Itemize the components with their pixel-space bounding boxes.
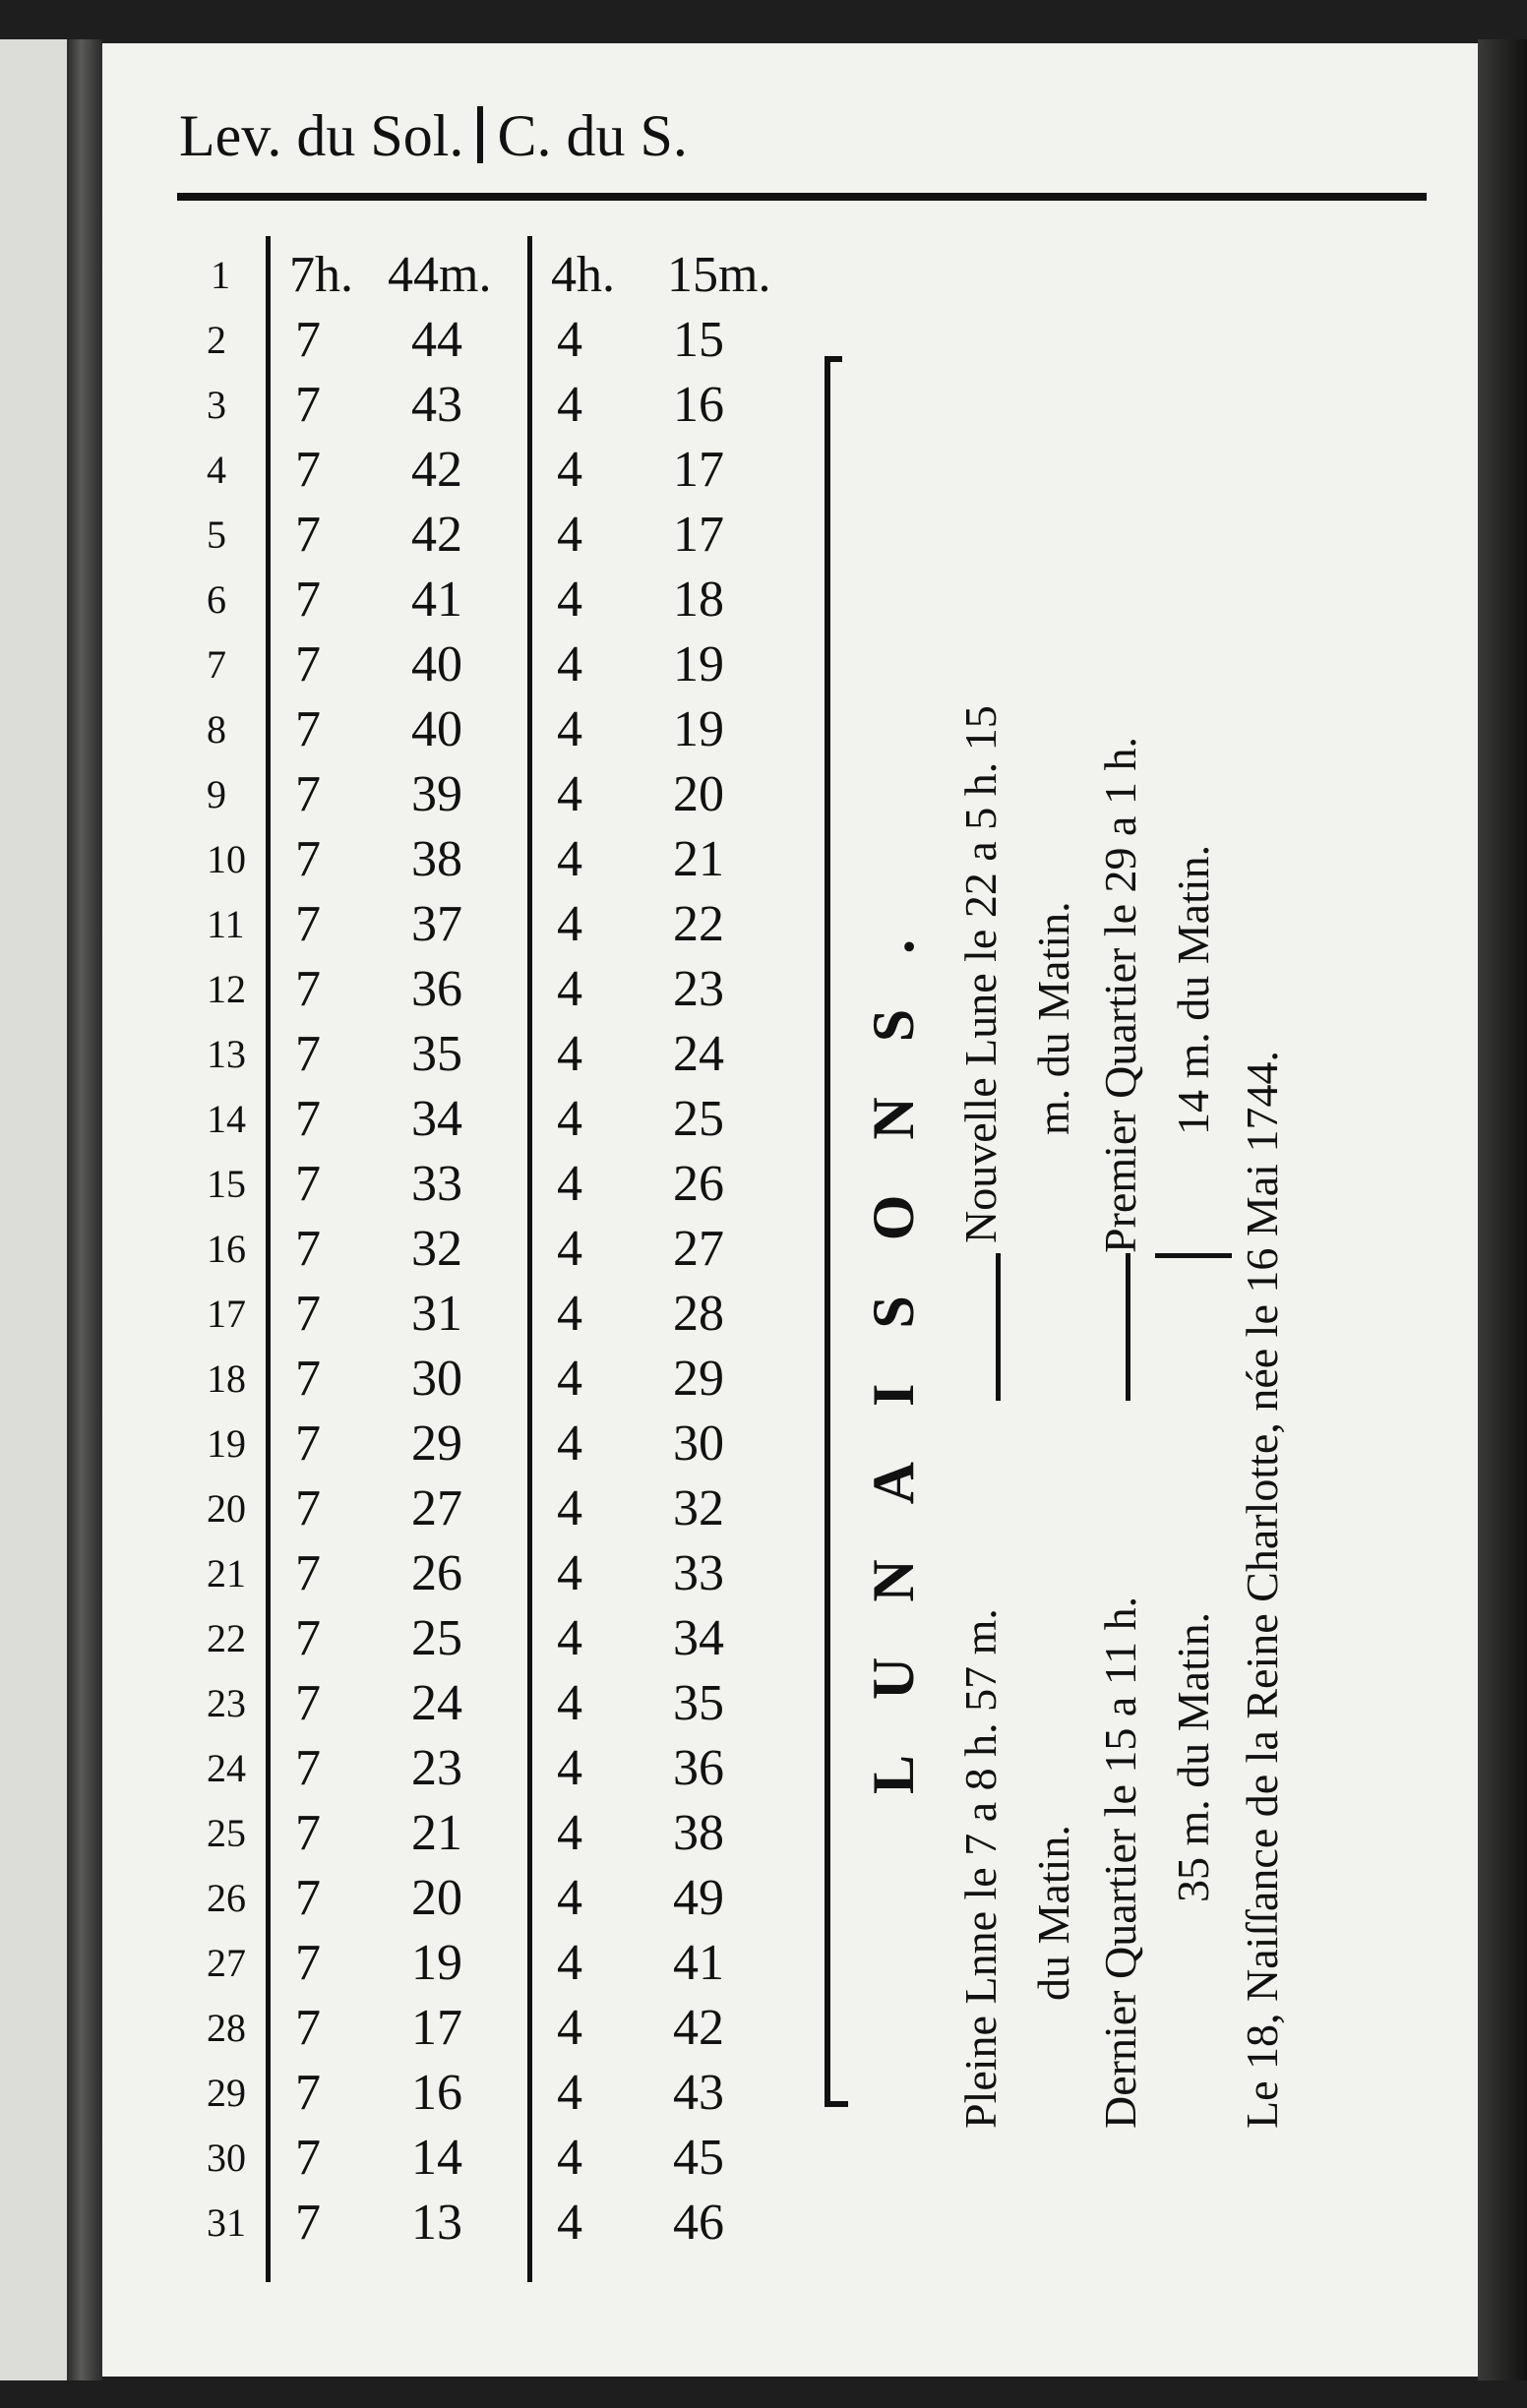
sunrise-minute: 31	[411, 1286, 462, 1342]
day-number: 16	[207, 1227, 246, 1271]
sunset-minute: 46	[673, 2195, 724, 2251]
sunrise-hour: 7	[295, 377, 321, 433]
sunset-hour: 4	[557, 1805, 582, 1861]
sunrise-minute: 17	[411, 2000, 462, 2056]
day-number: 21	[207, 1551, 246, 1595]
sunset-hour: 4	[557, 766, 582, 822]
sunset-hour: 4	[557, 1091, 582, 1147]
day-number: 26	[207, 1876, 246, 1920]
sunset-hour: 4	[557, 1480, 582, 1536]
sunrise-hour: 7	[295, 831, 321, 887]
sunset-minute: 19	[673, 636, 724, 692]
lunaisons-bracket-top	[825, 356, 842, 362]
sunset-hour: 4	[557, 377, 582, 433]
sunrise-minute: 20	[411, 1870, 462, 1926]
sunset-minute: 17	[673, 507, 724, 563]
facing-page-edge	[0, 39, 67, 2380]
sunrise-column-rule	[527, 236, 532, 2282]
sunrise-hour: 7	[295, 572, 321, 628]
day-number: 15	[207, 1162, 246, 1206]
first-quarter-line-1: Premier Quartier le 29 a 1 h.	[1095, 737, 1145, 1253]
sunset-minute: 36	[673, 1740, 724, 1796]
day-number: 24	[207, 1746, 246, 1790]
sunset-hour: 4	[557, 507, 582, 563]
sunset-minute: 35	[673, 1675, 724, 1731]
day-number: 25	[207, 1811, 246, 1855]
sunset-hour: 4	[557, 1286, 582, 1342]
entry-divider-1	[996, 1253, 1001, 1401]
lunaisons-bracket-bottom	[825, 2101, 848, 2107]
sunset-minute: 15m.	[667, 247, 771, 303]
sunrise-minute: 26	[411, 1545, 462, 1601]
sunset-hour: 4	[557, 1610, 582, 1666]
entry-divider-2	[1126, 1253, 1130, 1401]
sunrise-hour: 7	[295, 1935, 321, 1991]
sunrise-minute: 33	[411, 1156, 462, 1212]
book-gutter	[67, 39, 102, 2380]
sunrise-hour: 7	[295, 2065, 321, 2121]
sunset-minute: 45	[673, 2130, 724, 2186]
sunrise-minute: 23	[411, 1740, 462, 1796]
sunset-minute: 41	[673, 1935, 724, 1991]
day-number: 2	[207, 318, 226, 362]
full-moon-line-2: du Matin.	[1028, 1825, 1078, 2001]
day-number: 9	[207, 772, 226, 816]
last-quarter-line-1: Dernier Quartier le 15 a 11 h.	[1095, 1595, 1145, 2129]
day-number: 31	[207, 2200, 246, 2245]
new-moon-line-1: Nouvelle Lune le 22 a 5 h. 15	[955, 705, 1006, 1243]
sunset-minute: 33	[673, 1545, 724, 1601]
sunrise-hour: 7	[295, 1675, 321, 1731]
sunset-minute: 21	[673, 831, 724, 887]
sunrise-minute: 42	[411, 507, 462, 563]
day-number: 10	[207, 837, 246, 881]
sunset-minute: 38	[673, 1805, 724, 1861]
day-number: 19	[207, 1421, 246, 1466]
sunset-hour: 4h.	[551, 247, 615, 303]
day-number: 8	[207, 707, 226, 752]
sunset-minute: 20	[673, 766, 724, 822]
sunset-hour: 4	[557, 1156, 582, 1212]
sunset-minute: 15	[673, 312, 724, 368]
sunrise-minute: 34	[411, 1091, 462, 1147]
day-number: 11	[207, 902, 245, 946]
sunset-hour: 4	[557, 2195, 582, 2251]
sunset-hour: 4	[557, 2000, 582, 2056]
sunrise-minute: 27	[411, 1480, 462, 1536]
sunrise-minute: 37	[411, 896, 462, 952]
sunrise-hour: 7	[295, 442, 321, 498]
sunset-minute: 23	[673, 961, 724, 1017]
sunrise-hour: 7	[295, 701, 321, 757]
sunrise-hour: 7	[295, 1156, 321, 1212]
sunrise-minute: 41	[411, 572, 462, 628]
sunrise-minute: 30	[411, 1351, 462, 1407]
day-number: 5	[207, 512, 226, 557]
sunrise-minute: 14	[411, 2130, 462, 2186]
day-number: 12	[207, 967, 246, 1011]
sunrise-minute: 32	[411, 1221, 462, 1277]
sunrise-minute: 24	[411, 1675, 462, 1731]
sunset-hour: 4	[557, 1675, 582, 1731]
sunrise-minute: 36	[411, 961, 462, 1017]
sunset-minute: 26	[673, 1156, 724, 1212]
sunset-minute: 34	[673, 1610, 724, 1666]
day-number: 28	[207, 2006, 246, 2050]
sunrise-hour: 7	[295, 1026, 321, 1082]
day-number: 1	[211, 253, 230, 297]
day-number: 7	[207, 642, 226, 687]
sunset-hour: 4	[557, 2130, 582, 2186]
lunaisons-bracket	[825, 356, 830, 2107]
sunset-hour: 4	[557, 1545, 582, 1601]
day-number: 3	[207, 383, 226, 427]
new-moon-line-2: m. du Matin.	[1028, 901, 1078, 1135]
sunrise-hour: 7	[295, 1545, 321, 1601]
sunrise-minute: 19	[411, 1935, 462, 1991]
sunrise-hour: 7	[295, 896, 321, 952]
sunset-hour: 4	[557, 961, 582, 1017]
sunset-minute: 30	[673, 1415, 724, 1472]
sunrise-minute: 38	[411, 831, 462, 887]
day-number: 29	[207, 2071, 246, 2115]
sunset-hour: 4	[557, 1740, 582, 1796]
sunrise-minute: 40	[411, 701, 462, 757]
day-number: 14	[207, 1097, 246, 1141]
sunrise-hour: 7	[295, 1740, 321, 1796]
day-number: 22	[207, 1616, 246, 1660]
sunrise-hour: 7	[295, 1221, 321, 1277]
sunrise-hour: 7	[295, 507, 321, 563]
sunrise-hour: 7	[295, 1415, 321, 1472]
sunset-hour: 4	[557, 1026, 582, 1082]
day-number: 6	[207, 577, 226, 622]
sunrise-minute: 44	[411, 312, 462, 368]
sunset-hour: 4	[557, 1415, 582, 1472]
sunrise-minute: 39	[411, 766, 462, 822]
day-number: 4	[207, 448, 226, 492]
sunrise-hour: 7	[295, 1480, 321, 1536]
day-number: 30	[207, 2136, 246, 2180]
sunrise-minute: 16	[411, 2065, 462, 2121]
sunrise-header: Lev. du Sol.	[179, 103, 464, 168]
sunset-hour: 4	[557, 572, 582, 628]
sunset-minute: 49	[673, 1870, 724, 1926]
almanac-page	[102, 43, 1478, 2377]
sunset-minute: 27	[673, 1221, 724, 1277]
sunset-minute: 22	[673, 896, 724, 952]
lunaisons-title: LUNAISONS.	[861, 883, 926, 1794]
sunset-hour: 4	[557, 701, 582, 757]
last-quarter-line-2: 35 m. du Matin.	[1168, 1611, 1218, 1902]
sunset-minute: 28	[673, 1286, 724, 1342]
sunset-hour: 4	[557, 1870, 582, 1926]
header-rule	[177, 193, 1427, 201]
sunrise-hour: 7	[295, 2195, 321, 2251]
first-quarter-line-2: 14 m. du Matin.	[1168, 844, 1218, 1135]
sunrise-hour: 7	[295, 1610, 321, 1666]
day-number: 17	[207, 1292, 246, 1336]
sunrise-hour: 7	[295, 1870, 321, 1926]
header-separator	[477, 106, 483, 163]
sunrise-minute: 29	[411, 1415, 462, 1472]
sunrise-hour: 7	[295, 1286, 321, 1342]
sunset-hour: 4	[557, 1935, 582, 1991]
queen-charlotte-note: Le 18, Naiſſance de la Reine Charlotte, née le 16 Mai 1744.	[1237, 1051, 1287, 2129]
sunset-hour: 4	[557, 2065, 582, 2121]
sunrise-hour: 7	[295, 1805, 321, 1861]
sunrise-minute: 40	[411, 636, 462, 692]
sunset-hour: 4	[557, 312, 582, 368]
sunrise-hour: 7	[295, 961, 321, 1017]
sunrise-hour: 7	[295, 2000, 321, 2056]
sunset-hour: 4	[557, 1221, 582, 1277]
sunset-minute: 24	[673, 1026, 724, 1082]
sunrise-hour: 7	[295, 312, 321, 368]
sunrise-hour: 7	[295, 2130, 321, 2186]
sunset-hour: 4	[557, 636, 582, 692]
day-column-rule	[266, 236, 271, 2282]
sunrise-hour: 7	[295, 636, 321, 692]
sunset-minute: 25	[673, 1091, 724, 1147]
sunset-hour: 4	[557, 1351, 582, 1407]
sunset-minute: 19	[673, 701, 724, 757]
page-edge-shadow	[1478, 39, 1527, 2380]
sunset-hour: 4	[557, 442, 582, 498]
sunrise-minute: 21	[411, 1805, 462, 1861]
sunset-hour: 4	[557, 896, 582, 952]
full-moon-line-1: Pleine Lnne le 7 a 8 h. 57 m.	[955, 1608, 1006, 2129]
sunset-header: C. du S.	[497, 103, 688, 168]
sunrise-hour: 7h.	[289, 247, 353, 303]
sunrise-hour: 7	[295, 766, 321, 822]
sunrise-minute: 25	[411, 1610, 462, 1666]
sunset-hour: 4	[557, 831, 582, 887]
sunset-minute: 43	[673, 2065, 724, 2121]
sunrise-minute: 35	[411, 1026, 462, 1082]
sunrise-minute: 42	[411, 442, 462, 498]
entry-divider-3	[1155, 1253, 1232, 1258]
day-number: 27	[207, 1941, 246, 1985]
sunset-minute: 29	[673, 1351, 724, 1407]
sunset-minute: 18	[673, 572, 724, 628]
day-number: 20	[207, 1486, 246, 1531]
day-number: 18	[207, 1356, 246, 1401]
sunset-minute: 42	[673, 2000, 724, 2056]
day-number: 23	[207, 1681, 246, 1725]
day-number: 13	[207, 1032, 246, 1076]
sunrise-minute: 44m.	[388, 247, 492, 303]
sunrise-minute: 13	[411, 2195, 462, 2251]
sunset-minute: 32	[673, 1480, 724, 1536]
sunrise-hour: 7	[295, 1091, 321, 1147]
table-header	[179, 102, 688, 170]
sunset-minute: 17	[673, 442, 724, 498]
sunrise-hour: 7	[295, 1351, 321, 1407]
sunrise-minute: 43	[411, 377, 462, 433]
sunset-minute: 16	[673, 377, 724, 433]
